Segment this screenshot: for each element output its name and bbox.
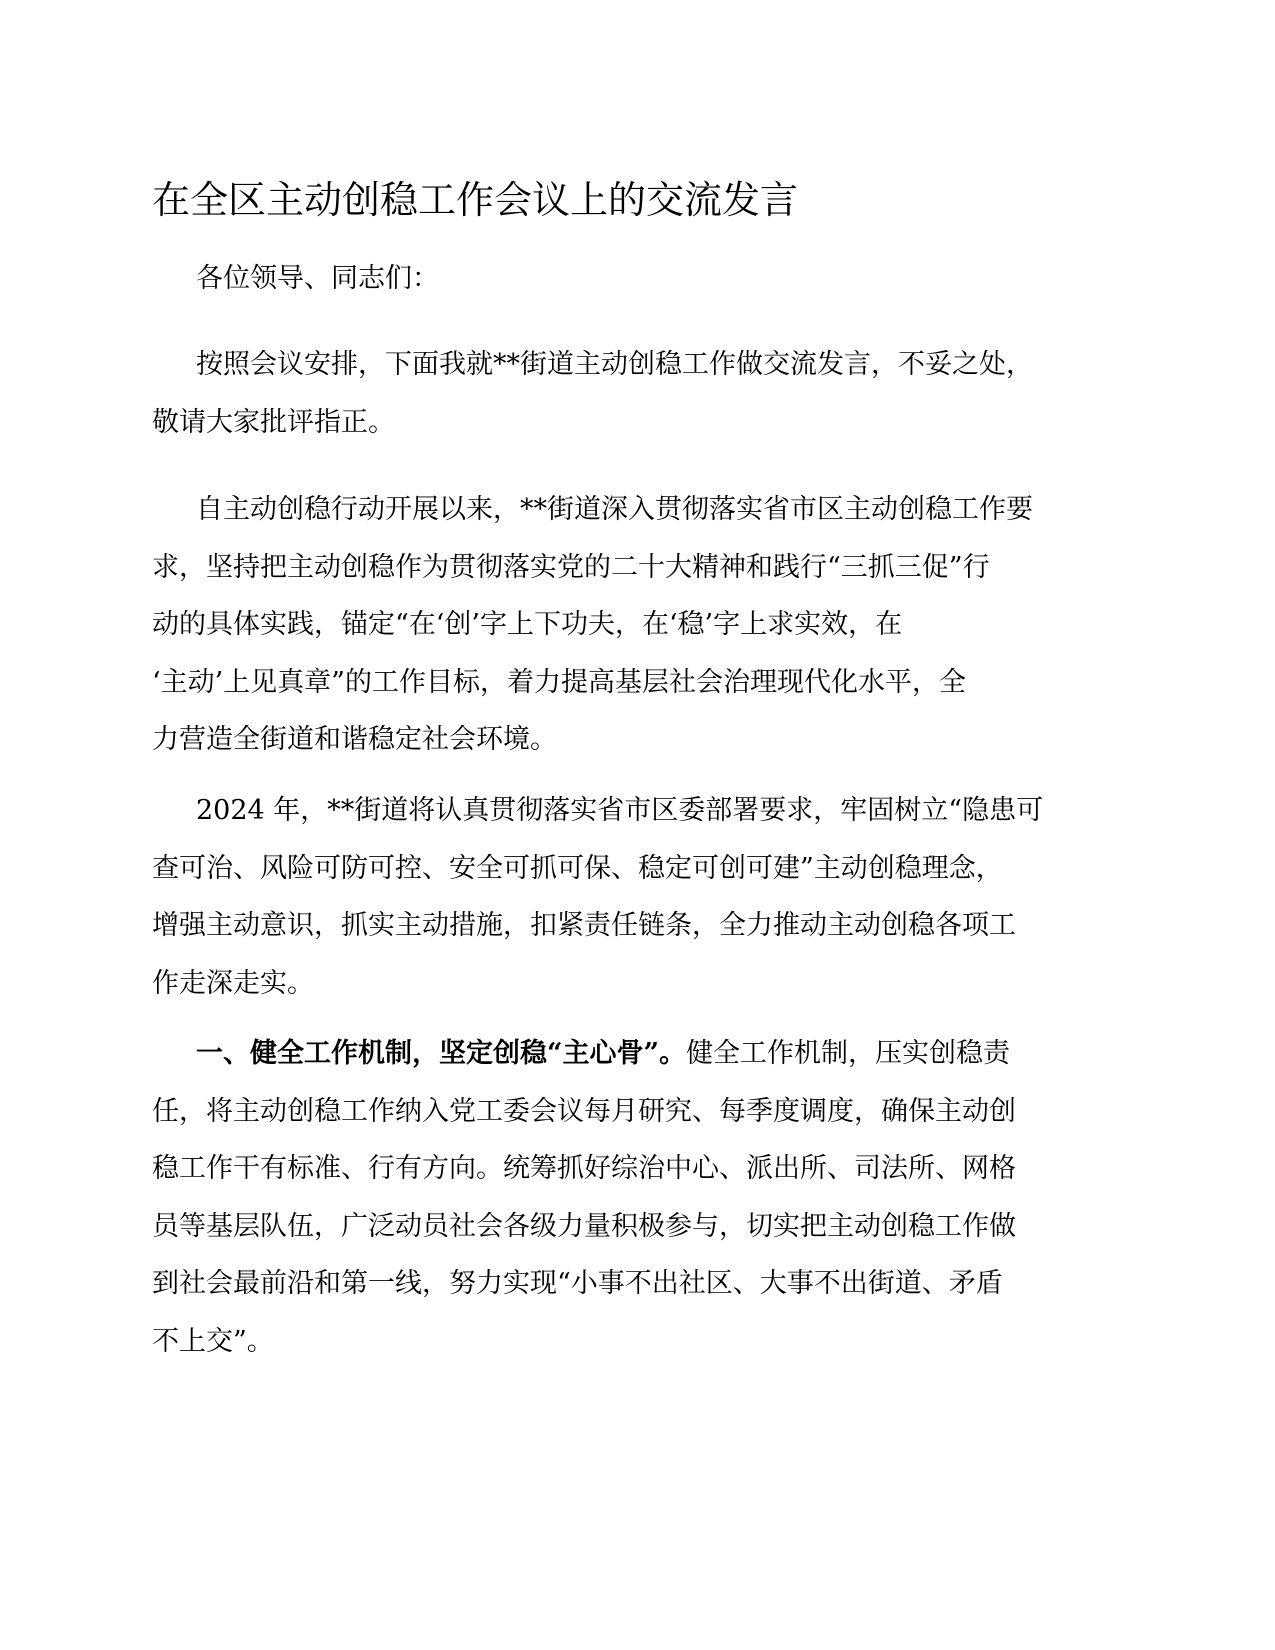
paragraph-line: 稳工作干有标准、行有方向。统筹抓好综治中心、派出所、司法所、网格 (152, 1153, 1016, 1184)
paragraph-line: 不上交”。 (152, 1325, 274, 1357)
paragraph-line: ‘主动’上见真章”的工作目标，着力提高基层社会治理现代化水平，全 (152, 666, 966, 698)
greeting-line: 各位领导、同志们： (196, 263, 439, 294)
paragraph-line: 作走深走实。 (152, 967, 314, 999)
paragraph-line: 动的具体实践，锚定“在‘创’字上下功夫，在‘稳’字上求实效，在 (152, 609, 903, 640)
paragraph-line: 员等基层队伍，广泛动员社会各级力量积极参与，切实把主动创稳工作做 (152, 1210, 1016, 1242)
paragraph-line: 任，将主动创稳工作纳入党工委会议每月研究、每季度调度，确保主动创 (152, 1095, 1016, 1127)
paragraph-line: 增强主动意识，抓实主动措施，扣紧责任链条，全力推动主动创稳各项工 (152, 910, 1016, 941)
section-one-first-line-text: 健全工作机制，压实创稳责 (686, 1038, 1011, 1069)
paragraph-line: 力营造全街道和谐稳定社会环境。 (152, 724, 557, 755)
intro-paragraph (152, 336, 1103, 451)
section-one-paragraph (152, 1025, 1103, 1370)
section-one-heading: 一、健全工作机制，坚定创稳“主心骨”。 (196, 1038, 687, 1069)
paragraph-line: 2024 年，**街道将认真贯彻落实省市区委部署要求，牢固树立“隐患可 (196, 795, 1044, 826)
paragraph-line: 查可治、风险可防可控、安全可抓可保、稳定可创可建”主动创稳理念， (152, 852, 1003, 884)
section-one-first-line (152, 1025, 1103, 1083)
paragraph-line: 到社会最前沿和第一线，努力实现“小事不出社区、大事不出街道、矛盾 (152, 1268, 1003, 1299)
intro-line: 敬请大家批评指正。 (152, 406, 395, 438)
paragraph-line: 求，坚持把主动创稳作为贯彻落实党的二十大精神和践行“三抓三促”行 (152, 551, 990, 583)
paragraph-line: 自主动创稳行动开展以来，**街道深入贯彻落实省市区主动创稳工作要 (196, 494, 1033, 525)
greeting-paragraph (152, 250, 1103, 308)
intro-line: 按照会议安排，下面我就**街道主动创稳工作做交流发言，不妥之处， (196, 349, 1033, 380)
document-title: 在全区主动创稳工作会议上的交流发言 (152, 178, 799, 222)
background-paragraph (152, 481, 1103, 769)
plan-paragraph (152, 782, 1103, 1012)
